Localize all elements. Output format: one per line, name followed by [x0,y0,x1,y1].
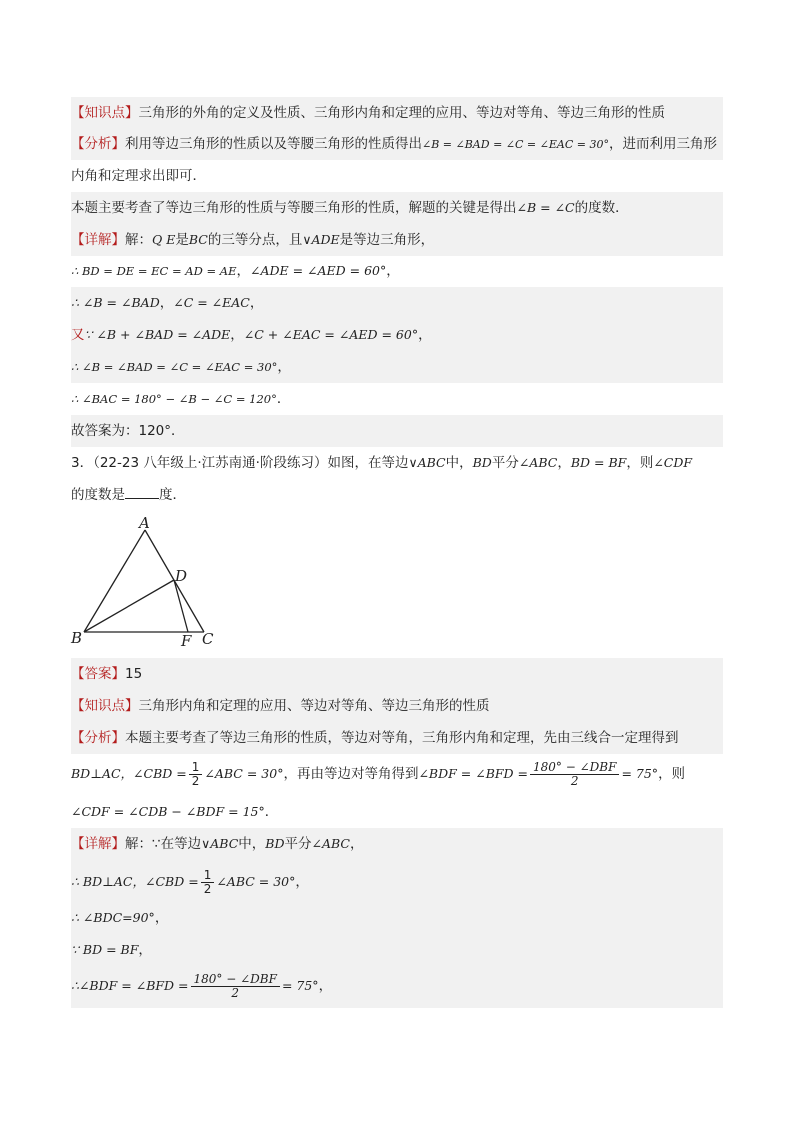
label-c: C [202,630,214,648]
segment-df [174,580,188,632]
text: ， [159,295,174,311]
math: BD [265,836,285,851]
text: ． [264,804,279,820]
math: BD = BF [570,455,627,470]
text: 平分 [491,455,519,471]
section-tag: 【详解】 [71,232,125,248]
text: 中， [238,836,266,852]
section-tag: 【知识点】 [71,105,139,121]
detail-line-2-1 [71,828,723,860]
math: ∴ ∠B = ∠BAD [71,295,160,310]
analysis-line [71,128,723,160]
math: ∴ ∠B = ∠BAD = ∠C = ∠EAC = 30° [71,360,278,374]
section-tag: 【分析】 [71,730,125,746]
math: ∠ADE = ∠AED = 60° [249,263,387,278]
text: ， [349,836,364,852]
detail-line-2-2 [71,860,723,904]
math: ∠BDF = ∠BFD = [418,766,529,781]
fraction: $\frac{1}{2}$ [201,869,215,895]
label-f: F [181,632,192,650]
question-3 [71,447,723,479]
text: ， [138,942,152,958]
analysis-line-cont [71,160,723,192]
fraction: $\frac{\text{180° − ∠DBF}}{2}$ [530,761,619,787]
text: 平分 [284,836,312,852]
section-tag: 【详解】 [71,836,125,852]
triangle-figure [68,512,228,652]
detail-line-3 [71,287,723,319]
detail-line-2 [71,255,723,287]
math: ∠ABC = 30° [216,874,296,889]
label-b: B [71,629,83,647]
text: ， [154,910,169,926]
section-tag: 【分析】 [71,136,125,152]
analysis-result-line [71,796,723,828]
math: ∠C = ∠EAC [173,295,250,310]
math: ∴ BD⊥AC，∠CBD = [71,874,199,889]
text: ，则 [626,455,654,471]
text: 故答案为：120°． [71,423,185,439]
math: ∨ABC [201,836,239,851]
text: 三角形的外角的定义及性质、三角形内角和定理的应用、等边对等角、等边三角形的性质 [138,105,665,121]
text: 利用等边三角形的性质以及等腰三角形的性质得出 [125,136,422,152]
detail-line-6 [71,383,723,415]
math: ∠B = ∠BAD = ∠C = ∠EAC = 30° [422,138,609,151]
math: ∴∠BDF = ∠BFD = [71,978,189,993]
math: = 75° [621,766,659,781]
label-d: D [175,567,188,585]
text: ， [277,359,291,375]
math: ∨ADE [302,232,340,247]
question-3-cont [71,479,723,511]
text: 的度数是 [71,487,125,503]
text: ， [249,295,264,311]
detail-line-2-3 [71,902,723,934]
answer-line [71,415,723,447]
text: ． [276,391,291,407]
math: = 75° [281,978,319,993]
segment-bd [84,580,174,632]
math: ∵ ∠B + ∠BAD = ∠ADE [84,327,231,342]
text: ， [557,455,571,471]
math: ∨ABC [408,455,446,470]
text: 度． [159,487,186,503]
detail-line-2-5 [71,964,723,1008]
text: ， [318,978,333,994]
section-tag: 【答案】 [71,666,125,682]
text: 是等边三角形， [339,232,435,248]
text: ， [230,327,244,343]
answer-tag-line [71,658,723,690]
math: ∠ABC = 30° [204,766,284,781]
text: ，进而利用三角形 [608,136,717,152]
detail-line-5 [71,351,723,383]
text: ， [386,263,400,279]
math: BD [472,455,492,470]
text: ， [418,327,432,343]
math: ∠CDF [653,455,693,470]
analysis-line-2 [71,722,723,754]
math: ∠ABC [518,455,558,470]
math: ∵ BD = BF [71,942,139,957]
label-a: A [139,514,150,532]
text: 解： [125,232,152,248]
text: 又 [71,327,85,343]
text: 解：∵在等边 [125,836,202,852]
detail-line-1 [71,224,723,256]
text: 15 [125,666,143,682]
section-tag: 【知识点】 [71,698,139,714]
math: BC [188,232,208,247]
detail-line-4 [71,319,723,351]
text: 的三等分点，且 [207,232,303,248]
math: ∴ BD = DE = EC = AD = AE [71,264,237,278]
math: ∠CDF = ∠CDB − ∠BDF = 15° [71,804,265,819]
text: 三角形内角和定理的应用、等边对等角、等边三角形的性质 [138,698,490,714]
text: 3．（22-23 八年级上·江苏南通·阶段练习）如图，在等边 [71,455,409,471]
text: 本题主要考查了等边三角形的性质，等边对等角，三角形内角和定理，先由三线合一定理得到 [125,730,679,746]
analysis-summary [71,192,723,224]
math: Q E [152,232,176,247]
math: ∴ ∠BAC = 180° − ∠B − ∠C = 120° [71,392,277,406]
math: ∠ABC [311,836,350,851]
knowledge-points-line-2 [71,690,723,722]
detail-line-2-4 [71,934,723,966]
answer-blank [125,484,159,499]
math: ∴ ∠BDC=90° [71,910,155,925]
analysis-formula-line [71,752,723,796]
math: ∠B = ∠C [516,200,575,215]
fraction: $\frac{\text{180° − ∠DBF}}{2}$ [191,973,280,999]
text: 中， [445,455,473,471]
math: BD⊥AC，∠CBD = [71,766,187,781]
text: 本题主要考查了等边三角形的性质与等腰三角形的性质，解题的关键是得出 [71,200,517,216]
text: 的度数． [574,200,629,216]
fraction: $\frac{1}{2}$ [189,761,203,787]
text: ，再由等边对等角得到 [283,766,419,782]
text: 内角和定理求出即可． [71,168,206,184]
text: 是 [175,232,189,248]
knowledge-points-line [71,97,723,129]
text: ， [295,874,309,890]
side-ab [84,530,145,632]
text: ，则 [658,766,686,782]
text: ， [236,263,250,279]
math: ∠C + ∠EAC = ∠AED = 60° [243,327,419,342]
